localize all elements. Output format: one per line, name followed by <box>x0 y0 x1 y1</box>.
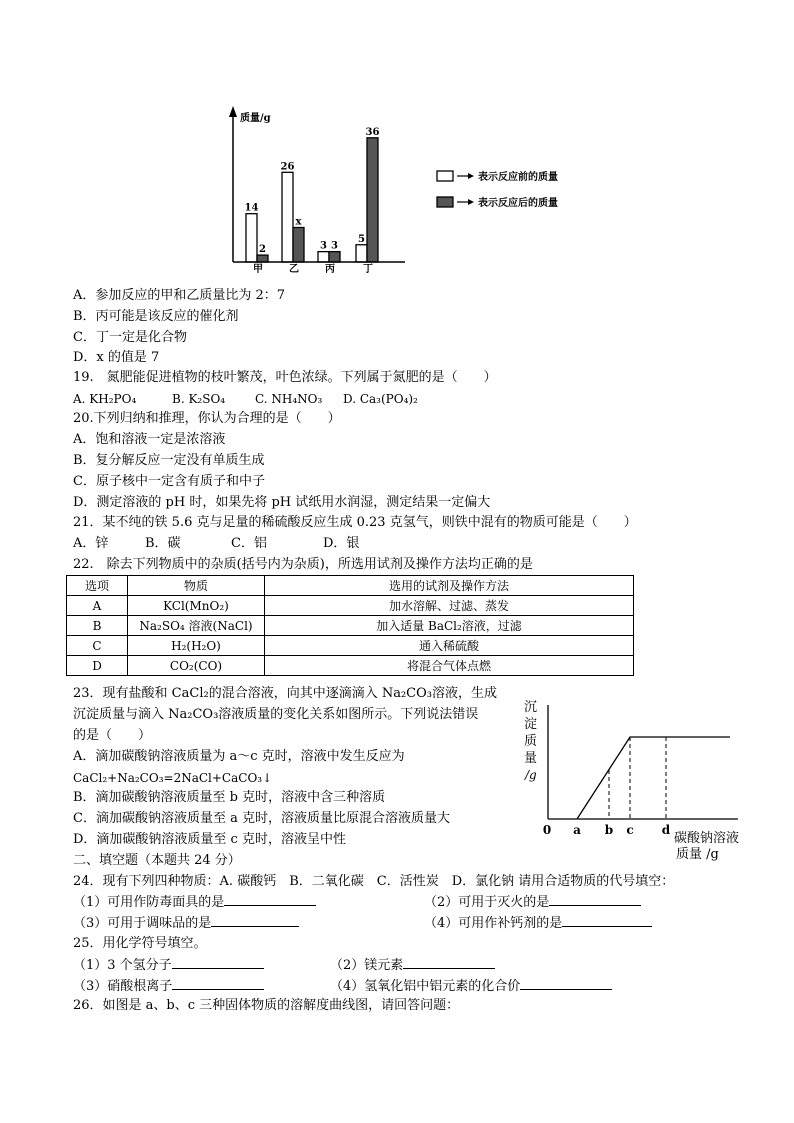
data-label: 36 <box>365 126 380 138</box>
table-cell: A <box>67 596 128 616</box>
answer-blank[interactable] <box>520 977 612 990</box>
legend-before-label: 表示反应前的质量 <box>478 172 558 183</box>
data-label: 3 <box>320 240 327 252</box>
q20-option-a: A．饱和溶液一定是浓溶液 <box>73 432 226 447</box>
q23-precipitate-graph <box>520 685 780 865</box>
bar-after-0 <box>257 255 268 262</box>
y-label-char: 淀 <box>524 717 538 732</box>
table-cell: D <box>67 656 128 676</box>
data-label: 26 <box>280 161 295 173</box>
q25-item-2 <box>330 956 495 975</box>
q24-item-4-text: （4）可用作补钙剂的是 <box>424 916 563 931</box>
data-label: 3 <box>331 240 338 252</box>
q25-stem: 25．用化学符号填空。 <box>73 936 207 951</box>
table-row <box>67 636 634 656</box>
q18-option-d: D．x 的值是 7 <box>73 350 160 365</box>
data-label: 2 <box>259 244 266 256</box>
q21-option-c: C．铝 <box>231 536 267 551</box>
q25-item-1 <box>73 956 264 975</box>
tick-label: a <box>573 823 581 837</box>
tick-label: 0 <box>542 823 552 837</box>
q23-option-a: A．滴加碳酸钠溶液质量为 a～c 克时，溶液中发生反应为 <box>73 749 405 764</box>
table-header-row <box>67 576 634 596</box>
answer-blank[interactable] <box>224 893 316 906</box>
table-row <box>67 596 634 616</box>
q23-stem-line-3: 的是（ ） <box>73 728 152 743</box>
q20-option-b: B．复分解反应一定没有单质生成 <box>73 453 265 468</box>
y-axis-label: 质量/g <box>240 113 271 124</box>
table-cell: 将混合气体点燃 <box>265 656 634 676</box>
q23-option-d: D．滴加碳酸钠溶液质量至 c 克时，溶液呈中性 <box>73 832 346 847</box>
data-label: 5 <box>358 233 365 245</box>
legend-after-swatch <box>437 197 453 207</box>
answer-blank[interactable] <box>549 893 641 906</box>
bar-before-3 <box>356 245 367 262</box>
table-cell: Na₂SO₄ 溶液(NaCl) <box>128 616 265 636</box>
table-row <box>67 616 634 636</box>
bar-after-3 <box>367 138 378 262</box>
q25-item-2-text: （2）镁元素 <box>330 958 404 973</box>
data-label: 14 <box>244 202 259 214</box>
x-axis-label: 碳酸钠溶液 <box>674 831 740 846</box>
legend-after-label: 表示反应后的质量 <box>478 198 558 209</box>
q26-stem: 26．如图是 a、b、c 三种固体物质的溶解度曲线图，请回答问题： <box>73 998 460 1013</box>
table-header-cell: 选项 <box>67 576 128 596</box>
q23-equation: CaCl₂+Na₂CO₃=2NaCl+CaCO₃↓ <box>73 771 273 785</box>
x-category-label: 丙 <box>325 264 335 275</box>
y-label-char: 沉 <box>524 700 538 715</box>
q24-item-2 <box>424 893 641 912</box>
answer-blank[interactable] <box>172 977 264 990</box>
q19-option-c: C. NH₄NO₃ <box>255 392 323 406</box>
bar-after-2 <box>329 252 340 262</box>
q18-bar-chart <box>0 0 794 290</box>
q24-item-1 <box>73 893 316 912</box>
legend <box>437 170 558 209</box>
tick-label: b <box>604 823 614 837</box>
table-header-cell: 选用的试剂及操作方法 <box>265 576 634 596</box>
answer-blank[interactable] <box>403 956 495 969</box>
answer-blank[interactable] <box>562 914 652 927</box>
bar-before-2 <box>318 252 329 262</box>
q19-option-a: A. KH₂PO₄ <box>73 392 137 406</box>
y-label-unit: /g <box>525 768 537 782</box>
q22-table <box>66 575 634 676</box>
table-header-cell: 物质 <box>128 576 265 596</box>
data-label: x <box>295 216 302 228</box>
q23-option-b: B．滴加碳酸钠溶液质量至 b 克时，溶液中含三种溶质 <box>73 790 386 805</box>
q18-option-a: A．参加反应的甲和乙质量比为 2：7 <box>73 288 286 303</box>
q18-option-b: B．丙可能是该反应的催化剂 <box>73 309 239 324</box>
q20-option-c: C．原子核中一定含有质子和中子 <box>73 474 265 489</box>
q25-item-3-text: （3）硝酸根离子 <box>73 979 173 994</box>
table-cell: B <box>67 616 128 636</box>
q18-option-c: C．丁一定是化合物 <box>73 330 187 345</box>
q21-stem: 21．某不纯的铁 5.6 克与足量的稀硫酸反应生成 0.23 克氢气，则铁中混有的物质可能是（ ） <box>73 515 637 530</box>
q21-option-d: D．银 <box>323 536 360 551</box>
q21-option-b: B．碳 <box>145 536 181 551</box>
q19-option-d: D. Ca₃(PO₄)₂ <box>343 392 418 406</box>
table-cell: CO₂(CO) <box>128 656 265 676</box>
q21-option-a: A．锌 <box>73 536 109 551</box>
q25-item-4 <box>330 977 612 996</box>
q24-item-3 <box>73 914 299 933</box>
y-axis-arrow <box>229 106 237 117</box>
q22-stem: 22. 除去下列物质中的杂质(括号内为杂质)，所选用试剂及操作方法均正确的是 <box>73 557 533 572</box>
bar-before-0 <box>246 214 257 262</box>
table-cell: H₂(H₂O) <box>128 636 265 656</box>
table-cell: KCl(MnO₂) <box>128 596 265 616</box>
tick-label: d <box>661 823 671 837</box>
section-2-heading: 二、填空题（本题共 24 分） <box>73 853 241 868</box>
x-category-label: 甲 <box>253 264 263 275</box>
table-cell: 加水溶解、过滤、蒸发 <box>265 596 634 616</box>
q20-stem: 20.下列归纳和推理，你认为合理的是（ ） <box>73 411 341 426</box>
q19-stem: 19. 氮肥能促进植物的枝叶繁茂，叶色浓绿。下列属于氮肥的是（ ） <box>73 370 497 385</box>
x-category-label: 乙 <box>289 264 299 275</box>
q24-item-4 <box>424 914 652 933</box>
x-axis-label-unit: 质量 /g <box>676 847 719 862</box>
precipitate-curve <box>577 737 730 819</box>
answer-blank[interactable] <box>172 956 264 969</box>
q24-stem: 24．现有下列四种物质：A. 碳酸钙 B．二氧化碳 C．活性炭 D．氯化钠 请用合适物质的代号填空： <box>73 874 675 889</box>
bar-before-1 <box>282 172 293 262</box>
y-label-char: 质 <box>524 734 538 749</box>
bar-after-1 <box>293 228 304 263</box>
legend-before-swatch <box>437 171 453 181</box>
q19-option-b: B. K₂SO₄ <box>172 392 226 406</box>
q24-item-1-text: （1）可用作防毒面具的是 <box>73 895 225 910</box>
x-category-label: 丁 <box>363 264 373 275</box>
q23-option-c: C．滴加碳酸钠溶液质量至 a 克时，溶液质量比原混合溶液质量大 <box>73 811 450 826</box>
q25-item-1-text: （1）3 个氢分子 <box>73 958 172 973</box>
q20-option-d: D．测定溶液的 pH 时，如果先将 pH 试纸用水润湿，测定结果一定偏大 <box>73 495 491 510</box>
q23-stem-line-1: 23．现有盐酸和 CaCl₂的混合溶液，向其中逐滴滴入 Na₂CO₃溶液，生成 <box>73 686 497 701</box>
tick-label: c <box>626 823 634 837</box>
table-cell: 通入稀硫酸 <box>265 636 634 656</box>
table-cell: C <box>67 636 128 656</box>
table-row <box>67 656 634 676</box>
table-cell: 加入适量 BaCl₂溶液，过滤 <box>265 616 634 636</box>
q24-item-3-text: （3）可用于调味品的是 <box>73 916 212 931</box>
q23-stem-line-2: 沉淀质量与滴入 Na₂CO₃溶液质量的变化关系如图所示。下列说法错误 <box>73 707 479 722</box>
q25-item-4-text: （4）氢氧化铝中铝元素的化合价 <box>330 979 521 994</box>
q25-item-3 <box>73 977 264 996</box>
y-label-char: 量 <box>524 751 538 766</box>
answer-blank[interactable] <box>211 914 299 927</box>
q24-item-2-text: （2）可用于灭火的是 <box>424 895 550 910</box>
